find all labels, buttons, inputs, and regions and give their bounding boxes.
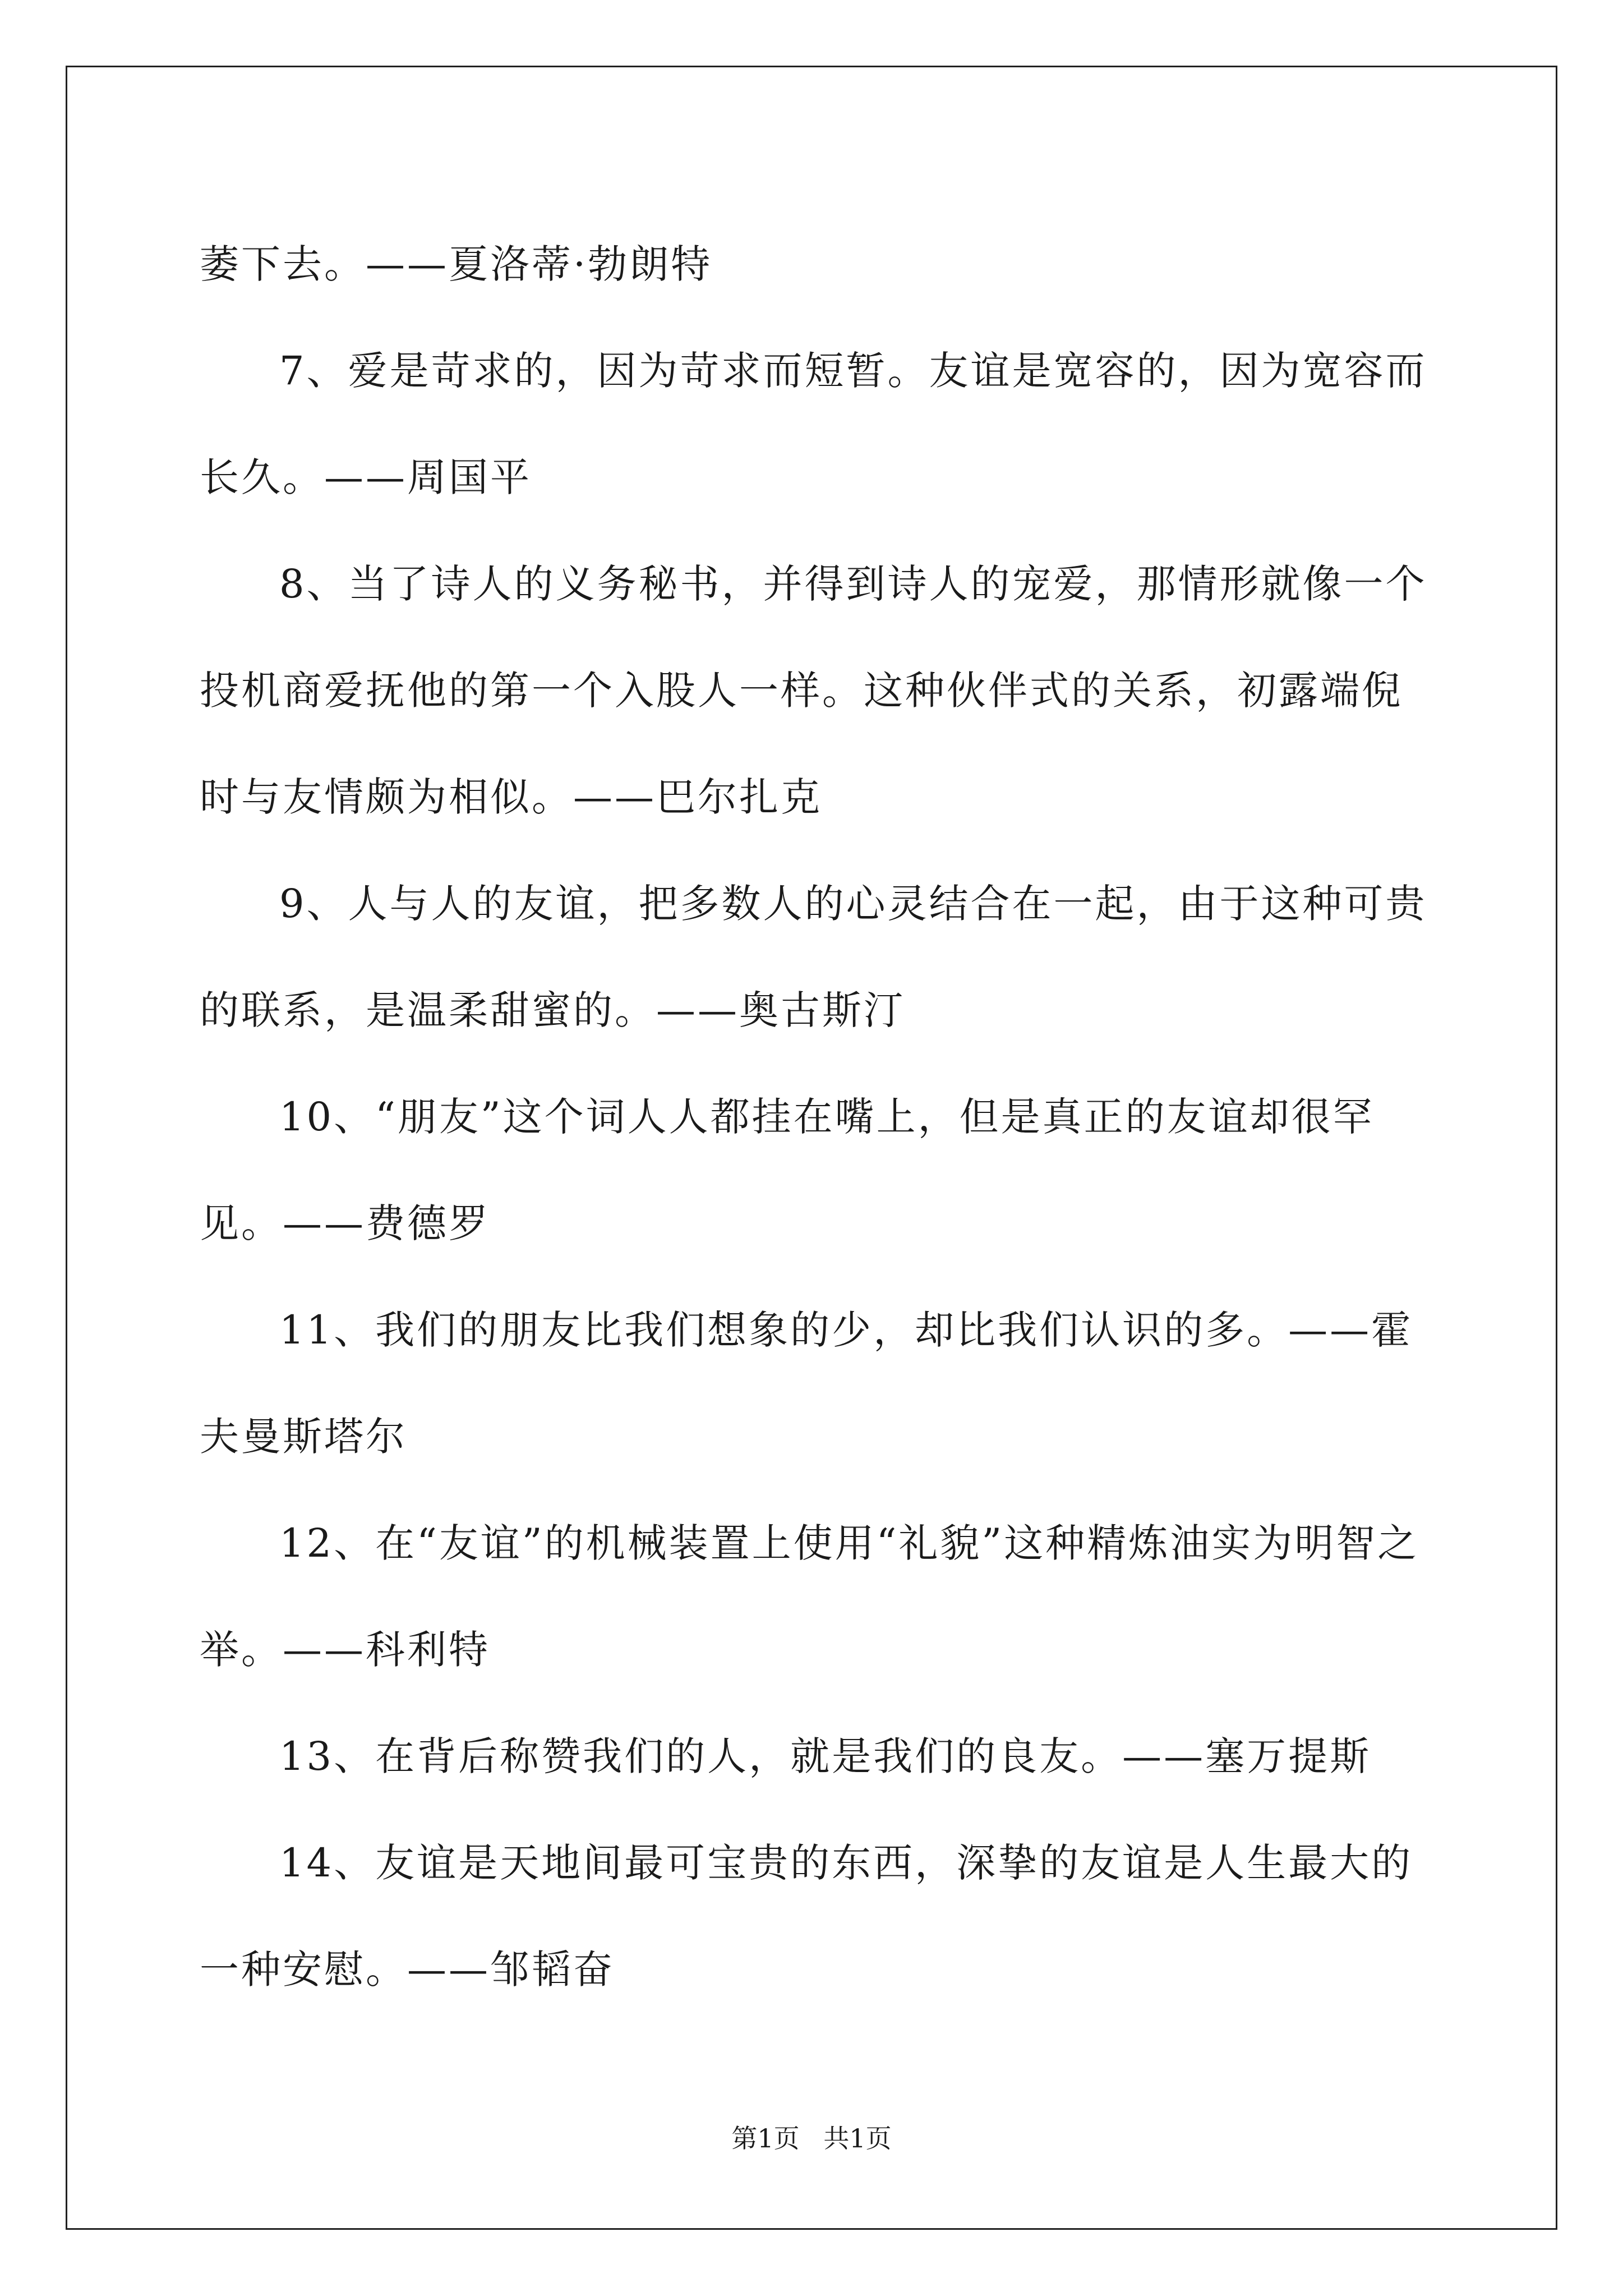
paragraph: 9、人与人的友谊，把多数人的心灵结合在一起，由于这种可贵的联系，是温柔甜蜜的。——奥古斯汀 <box>200 881 1427 1033</box>
paragraph: 11、我们的朋友比我们想象的少，却比我们认识的多。——霍夫曼斯塔尔 <box>200 1307 1413 1460</box>
page-footer <box>0 2122 1623 2155</box>
paragraph: 13、在背后称赞我们的人，就是我们的良友。——塞万提斯 <box>279 1733 1372 1779</box>
paragraph: 14、友谊是天地间最可宝贵的东西，深挚的友谊是人生最大的一种安慰。——邹韬奋 <box>200 1840 1413 1993</box>
page-total: 共1页 <box>823 2123 892 2154</box>
paragraph: 10、“朋友”这个词人人都挂在嘴上，但是真正的友谊却很罕见。——费德罗 <box>200 1094 1375 1246</box>
document-body <box>200 211 1442 2023</box>
page-number: 第1页 <box>731 2123 800 2154</box>
paragraph: 7、爱是苛求的，因为苛求而短暂。友谊是宽容的，因为宽容而长久。——周国平 <box>200 348 1427 500</box>
paragraph: 萎下去。——夏洛蒂·勃朗特 <box>200 241 713 287</box>
paragraph: 8、当了诗人的义务秘书，并得到诗人的宠爱，那情形就像一个投机商爱抚他的第一个入股人一样。这种伙伴式的关系，初露端倪时与友情颇为相似。——巴尔扎克 <box>200 561 1427 820</box>
paragraph: 12、在“友谊”的机械装置上使用“礼貌”这种精炼油实为明智之举。——科利特 <box>200 1520 1419 1673</box>
